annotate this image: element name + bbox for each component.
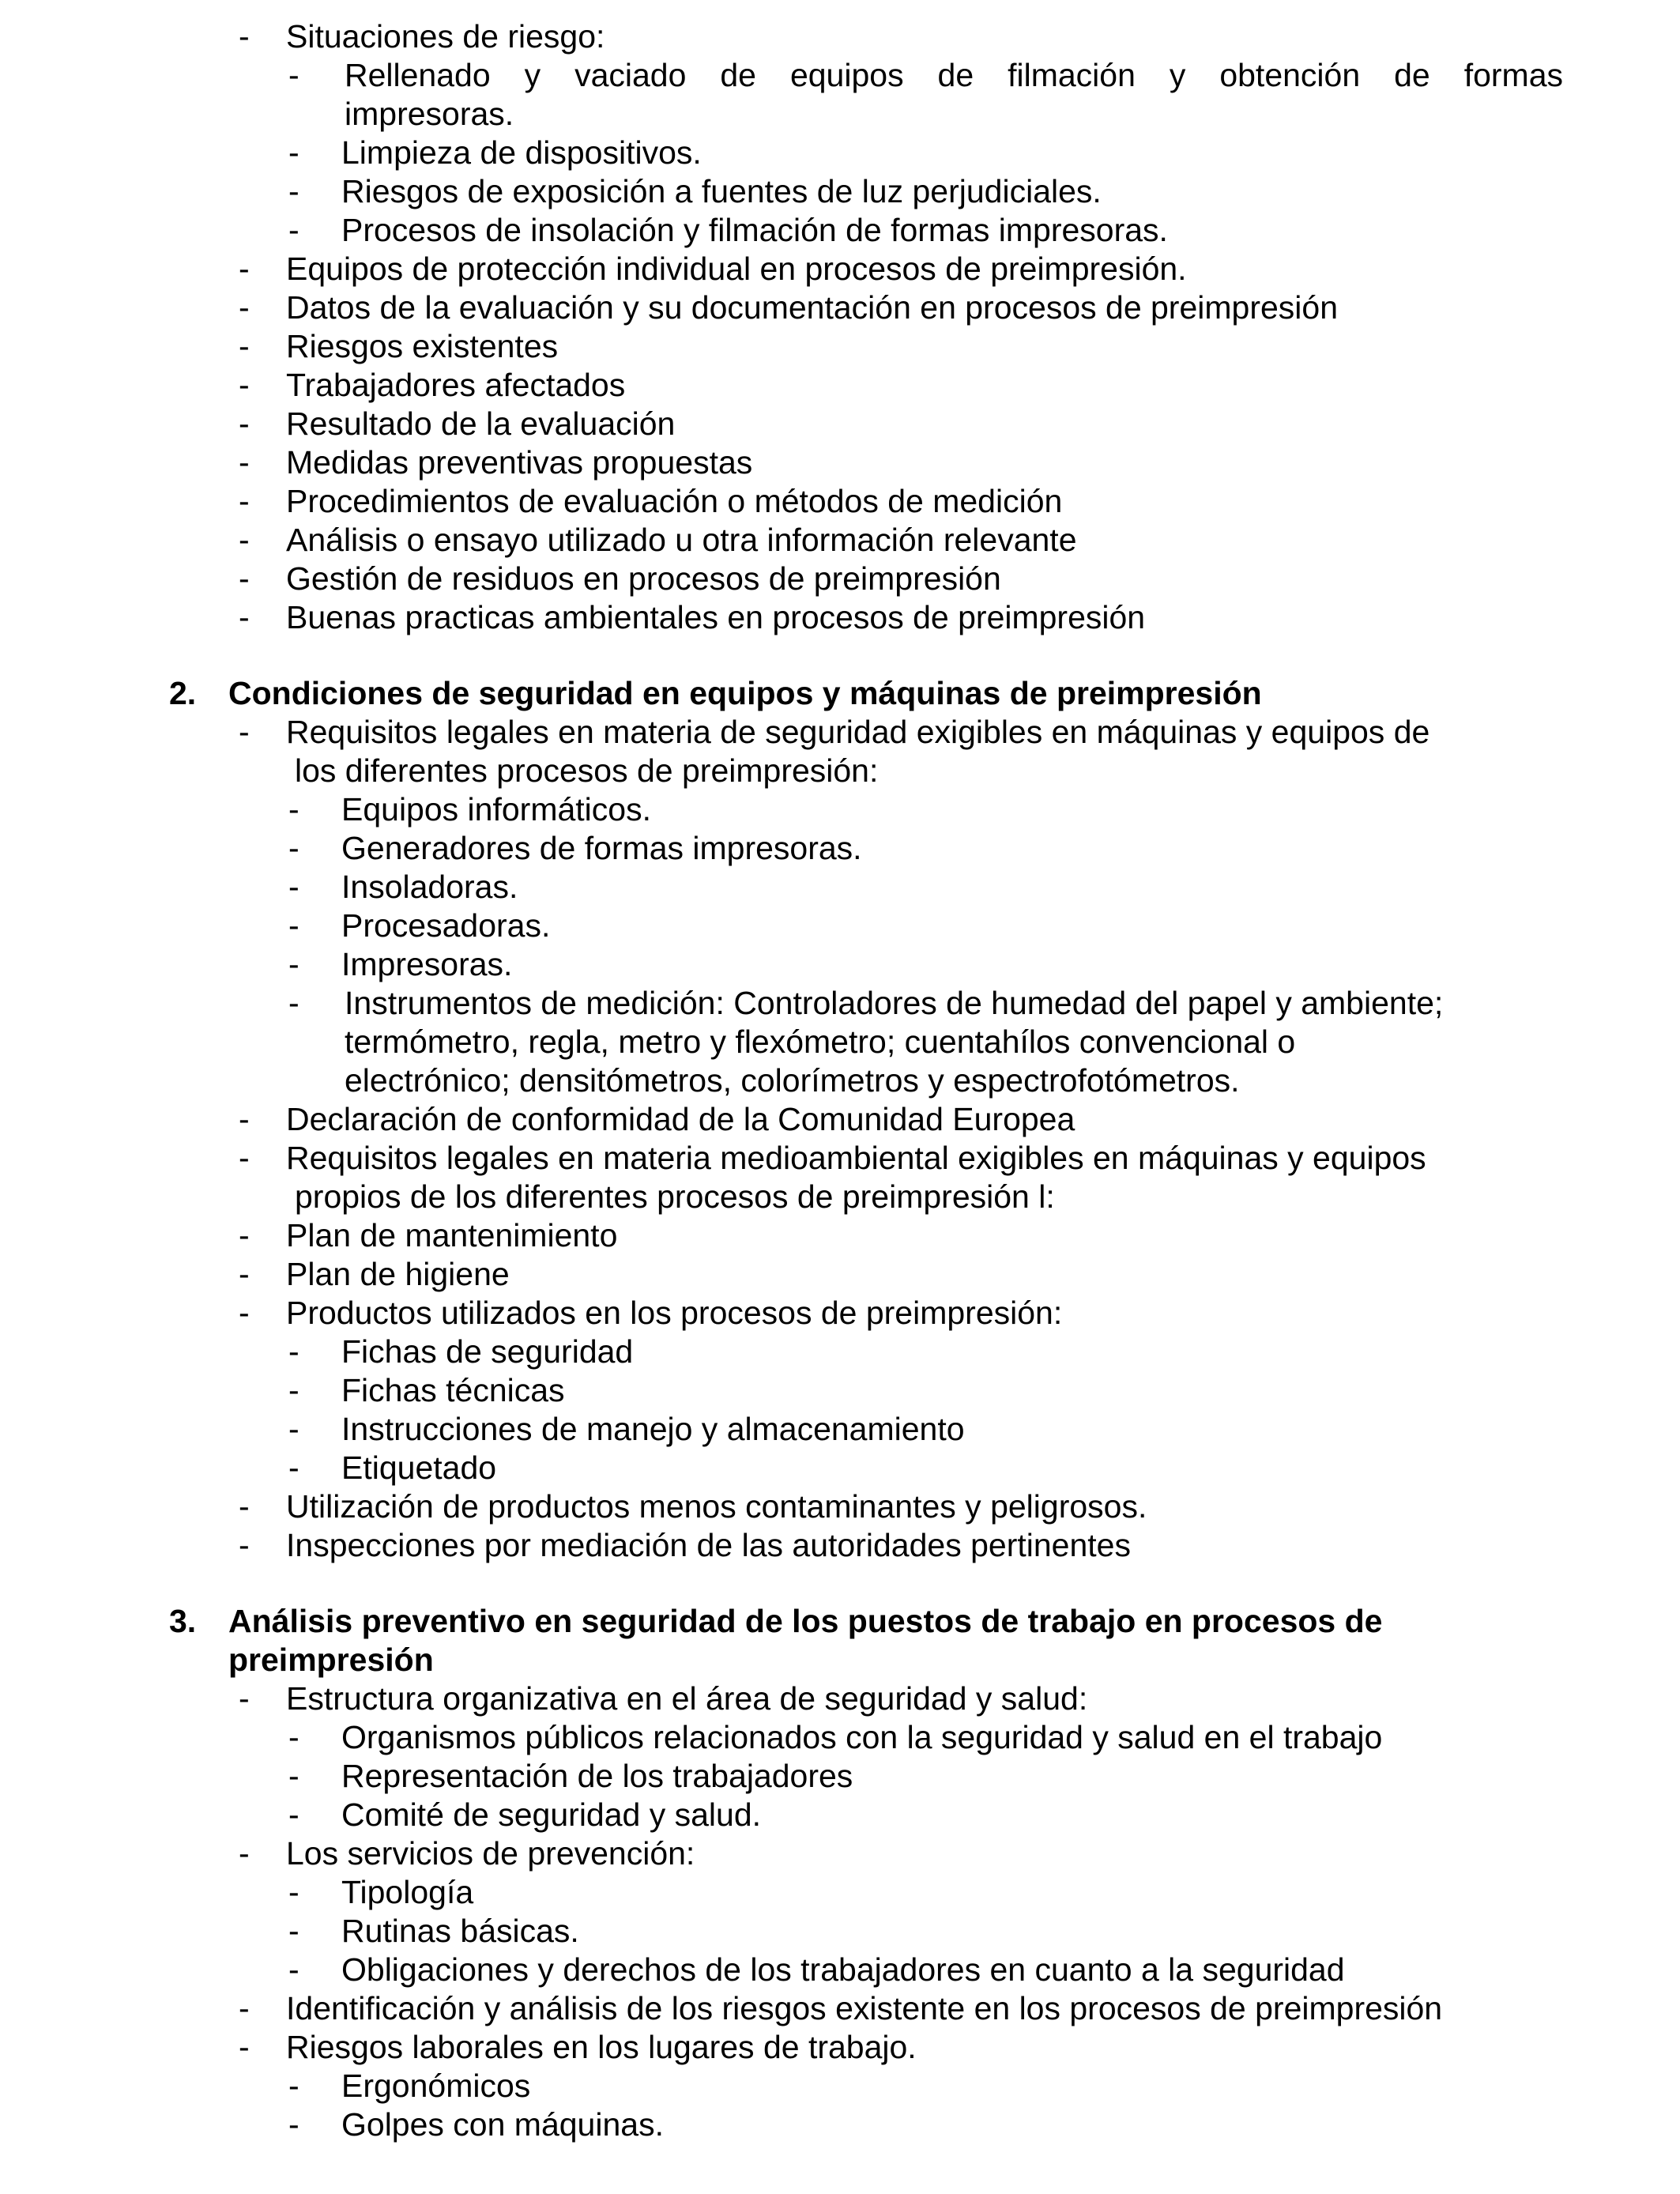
- bullet-dash: -: [239, 367, 250, 403]
- list-item: Utilización de productos menos contaminantes y peligrosos.: [286, 1488, 1147, 1525]
- list-item: Productos utilizados en los procesos de preimpresión:: [286, 1295, 1063, 1331]
- list-subitem: Rutinas básicas.: [341, 1913, 579, 1949]
- bullet-dash: -: [239, 714, 250, 750]
- section-number: 3.: [169, 1603, 197, 1639]
- bullet-dash: -: [239, 2029, 250, 2065]
- bullet-dash: -: [288, 946, 299, 982]
- list-item: Declaración de conformidad de la Comunidad Europea: [286, 1101, 1075, 1137]
- section-heading: Condiciones de seguridad en equipos y máquinas de preimpresión: [228, 675, 1262, 711]
- bullet-dash: -: [288, 869, 299, 905]
- list-item: Equipos de protección individual en procesos de preimpresión.: [286, 251, 1187, 287]
- bullet-dash: -: [239, 1835, 250, 1872]
- section-heading-continuation: preimpresión: [228, 1642, 434, 1678]
- bullet-dash: -: [239, 1101, 250, 1137]
- bullet-dash: -: [288, 1758, 299, 1794]
- list-item: Análisis o ensayo utilizado u otra información relevante: [286, 522, 1077, 558]
- bullet-dash: -: [288, 173, 299, 209]
- bullet-dash: -: [239, 251, 250, 287]
- bullet-dash: -: [288, 1719, 299, 1755]
- list-item: Los servicios de prevención:: [286, 1835, 695, 1872]
- bullet-dash: -: [239, 1488, 250, 1525]
- list-subitem: Procesos de insolación y filmación de formas impresoras.: [341, 212, 1168, 248]
- bullet-dash: -: [288, 985, 299, 1021]
- section-number: 2.: [169, 675, 197, 711]
- list-item-continuation: los diferentes procesos de preimpresión:: [295, 752, 879, 789]
- bullet-dash: -: [239, 1217, 250, 1253]
- list-subitem: Ergonómicos: [341, 2068, 531, 2104]
- bullet-dash: -: [288, 2068, 299, 2104]
- list-item: Identificación y análisis de los riesgos existente en los procesos de preimpresión: [286, 1990, 1443, 2026]
- bullet-dash: -: [288, 1951, 299, 1988]
- bullet-dash: -: [239, 328, 250, 364]
- list-item: Requisitos legales en materia de seguridad exigibles en máquinas y equipos de: [286, 714, 1430, 750]
- list-subitem: Instrumentos de medición: Controladores de humedad del papel y ambiente;: [345, 985, 1444, 1021]
- bullet-dash: -: [239, 1256, 250, 1292]
- list-item: Riesgos existentes: [286, 328, 559, 364]
- list-subitem-continuation: impresoras.: [345, 96, 514, 132]
- bullet-dash: -: [239, 483, 250, 519]
- list-subitem: Equipos informáticos.: [341, 791, 651, 827]
- list-item: Resultado de la evaluación: [286, 405, 676, 442]
- list-subitem: Obligaciones y derechos de los trabajadores en cuanto a la seguridad: [341, 1951, 1345, 1988]
- bullet-dash: -: [288, 830, 299, 866]
- bullet-dash: -: [288, 1333, 299, 1370]
- list-item: Plan de higiene: [286, 1256, 510, 1292]
- list-subitem: Etiquetado: [341, 1449, 497, 1486]
- list-subitem: Comité de seguridad y salud.: [341, 1796, 762, 1833]
- list-item: Plan de mantenimiento: [286, 1217, 618, 1253]
- bullet-dash: -: [288, 791, 299, 827]
- bullet-dash: -: [288, 1796, 299, 1833]
- bullet-dash: -: [288, 1913, 299, 1949]
- section-heading: Análisis preventivo en seguridad de los puestos de trabajo en procesos de: [228, 1603, 1383, 1639]
- list-item: Inspecciones por mediación de las autoridades pertinentes: [286, 1527, 1131, 1563]
- list-subitem-continuation: termómetro, regla, metro y flexómetro; cuentahílos convencional o: [345, 1023, 1296, 1060]
- bullet-dash: -: [239, 1680, 250, 1717]
- list-subitem: Instrucciones de manejo y almacenamiento: [341, 1411, 965, 1447]
- list-item: Estructura organizativa en el área de seguridad y salud:: [286, 1680, 1088, 1717]
- bullet-dash: -: [288, 134, 299, 171]
- list-item: Procedimientos de evaluación o métodos de medición: [286, 483, 1063, 519]
- bullet-dash: -: [239, 444, 250, 481]
- list-subitem: Fichas técnicas: [341, 1372, 565, 1408]
- bullet-dash: -: [239, 18, 250, 55]
- list-subitem: Generadores de formas impresoras.: [341, 830, 862, 866]
- bullet-dash: -: [239, 405, 250, 442]
- list-subitem: Fichas de seguridad: [341, 1333, 634, 1370]
- list-subitem: Insoladoras.: [341, 869, 518, 905]
- list-subitem: Representación de los trabajadores: [341, 1758, 853, 1794]
- bullet-dash: -: [239, 1990, 250, 2026]
- list-item: Situaciones de riesgo:: [286, 18, 605, 55]
- bullet-dash: -: [288, 1874, 299, 1910]
- bullet-dash: -: [239, 289, 250, 326]
- list-subitem: Tipología: [341, 1874, 474, 1910]
- list-subitem: Riesgos de exposición a fuentes de luz perjudiciales.: [341, 173, 1102, 209]
- bullet-dash: -: [239, 599, 250, 635]
- bullet-dash: -: [288, 57, 299, 93]
- list-subitem: Procesadoras.: [341, 907, 551, 944]
- list-subitem: Rellenado y vaciado de equipos de filmación y obtención de formas: [345, 57, 1563, 93]
- bullet-dash: -: [239, 1295, 250, 1331]
- bullet-dash: -: [239, 1140, 250, 1176]
- list-item: Requisitos legales en materia medioambiental exigibles en máquinas y equipos: [286, 1140, 1426, 1176]
- list-item: Buenas practicas ambientales en procesos de preimpresión: [286, 599, 1146, 635]
- bullet-dash: -: [288, 1449, 299, 1486]
- bullet-dash: -: [288, 1372, 299, 1408]
- list-item-continuation: propios de los diferentes procesos de preimpresión l:: [295, 1178, 1055, 1215]
- bullet-dash: -: [239, 560, 250, 597]
- list-item: Riesgos laborales en los lugares de trabajo.: [286, 2029, 917, 2065]
- bullet-dash: -: [288, 1411, 299, 1447]
- bullet-dash: -: [239, 1527, 250, 1563]
- bullet-dash: -: [239, 522, 250, 558]
- bullet-dash: -: [288, 2106, 299, 2143]
- list-subitem: Impresoras.: [341, 946, 513, 982]
- list-subitem: Golpes con máquinas.: [341, 2106, 664, 2143]
- bullet-dash: -: [288, 907, 299, 944]
- list-item: Gestión de residuos en procesos de preimpresión: [286, 560, 1001, 597]
- list-subitem-continuation: electrónico; densitómetros, colorímetros y espectrofotómetros.: [345, 1062, 1240, 1099]
- list-item: Datos de la evaluación y su documentación en procesos de preimpresión: [286, 289, 1338, 326]
- list-item: Medidas preventivas propuestas: [286, 444, 753, 481]
- list-subitem: Limpieza de dispositivos.: [341, 134, 702, 171]
- bullet-dash: -: [288, 212, 299, 248]
- list-item: Trabajadores afectados: [286, 367, 626, 403]
- list-subitem: Organismos públicos relacionados con la seguridad y salud en el trabajo: [341, 1719, 1383, 1755]
